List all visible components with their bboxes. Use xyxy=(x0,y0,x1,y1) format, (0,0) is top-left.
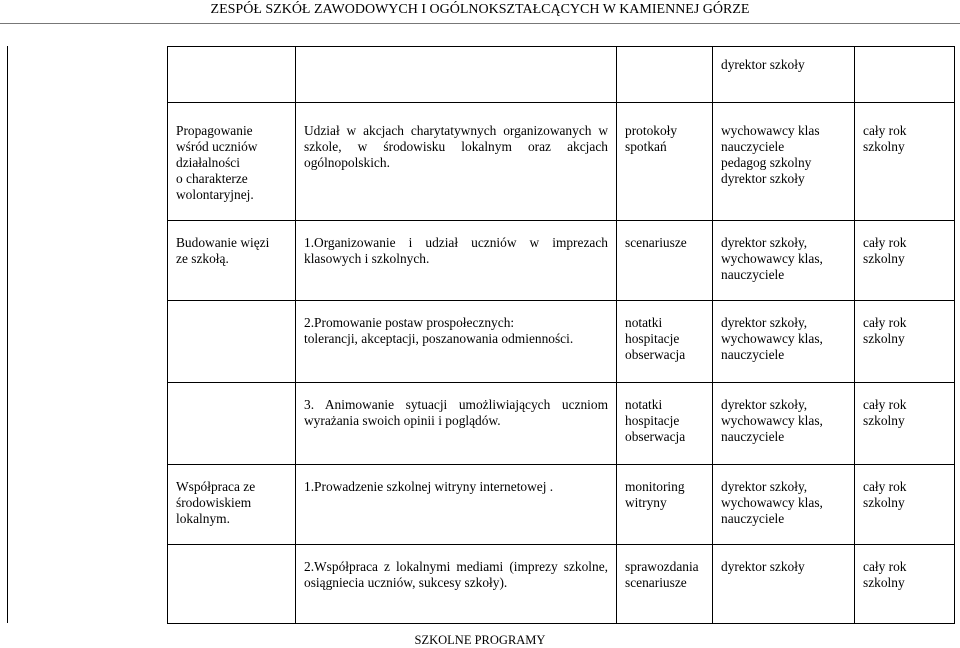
term-cell: cały rok szkolny xyxy=(855,545,955,624)
area-cell xyxy=(168,301,296,383)
task-cell: 3. Animowanie sytuacji umożliwiających uczniom wyrażania swoich opinii i poglądów. xyxy=(296,383,617,465)
page-footer: SZKOLNE PROGRAMY xyxy=(414,633,546,647)
method-cell: notatki hospitacje obserwacja xyxy=(617,383,713,465)
area-cell xyxy=(168,383,296,465)
responsible-line: dyrektor szkoły xyxy=(721,57,805,72)
table-row xyxy=(168,465,955,545)
term-cell: cały rok szkolny xyxy=(855,103,955,221)
area-cell xyxy=(168,545,296,624)
responsible-cell: dyrektor szkoły, wychowawcy klas, nauczyciele xyxy=(713,221,855,301)
table-row xyxy=(168,301,955,383)
method-cell xyxy=(617,47,713,103)
term-cell: cały rok szkolny xyxy=(855,383,955,465)
term-cell: cały rok szkolny xyxy=(855,301,955,383)
method-cell: protokoły spotkań xyxy=(617,103,713,221)
task-cell: 2.Współpraca z lokalnymi mediami (imprezy szkolne, osiągniecia uczniów, sukcesy szkoły). xyxy=(296,545,617,624)
area-cell xyxy=(168,47,296,103)
responsible-cell: dyrektor szkoły, wychowawcy klas, nauczyciele xyxy=(713,465,855,545)
method-cell: notatki hospitacje obserwacja xyxy=(617,301,713,383)
responsible-cell xyxy=(713,47,855,103)
method-cell: monitoring witryny xyxy=(617,465,713,545)
area-cell: Propagowanie wśród uczniów działalności o charakterze wolontaryjnej. xyxy=(168,103,296,221)
responsible-cell: wychowawcy klas nauczyciele pedagog szkolny dyrektor szkoły xyxy=(713,103,855,221)
table-row xyxy=(168,47,955,103)
responsible-cell: dyrektor szkoły, wychowawcy klas, nauczyciele xyxy=(713,301,855,383)
method-cell: sprawozdania scenariusze xyxy=(617,545,713,624)
term-cell: cały rok szkolny xyxy=(855,221,955,301)
method-cell: scenariusze xyxy=(617,221,713,301)
term-cell xyxy=(855,47,955,103)
page-header: ZESPÓŁ SZKÓŁ ZAWODOWYCH I OGÓLNOKSZTAŁCĄCYCH W KAMIENNEJ GÓRZE xyxy=(0,0,960,24)
area-cell: Współpraca ze środowiskiem lokalnym. xyxy=(168,465,296,545)
task-cell: 1.Prowadzenie szkolnej witryny internetowej . xyxy=(296,465,617,545)
area-cell: Budowanie więzi ze szkołą. xyxy=(168,221,296,301)
responsible-cell: dyrektor szkoły, wychowawcy klas, nauczyciele xyxy=(713,383,855,465)
task-cell: Udział w akcjach charytatywnych organizowanych w szkole, w środowisku lokalnym oraz akcjach ogólnopolskich. xyxy=(296,103,617,221)
task-cell: 2.Promowanie postaw prospołecznych: tolerancji, akceptacji, poszanowania odmienności. xyxy=(296,301,617,383)
table-row xyxy=(168,103,955,221)
table-row xyxy=(168,221,955,301)
term-cell: cały rok szkolny xyxy=(855,465,955,545)
table-row xyxy=(168,545,955,624)
left-margin-border xyxy=(0,46,8,623)
program-table xyxy=(167,46,955,624)
task-cell: 1.Organizowanie i udział uczniów w imprezach klasowych i szkolnych. xyxy=(296,221,617,301)
table-row xyxy=(168,383,955,465)
task-cell xyxy=(296,47,617,103)
responsible-cell: dyrektor szkoły xyxy=(713,545,855,624)
